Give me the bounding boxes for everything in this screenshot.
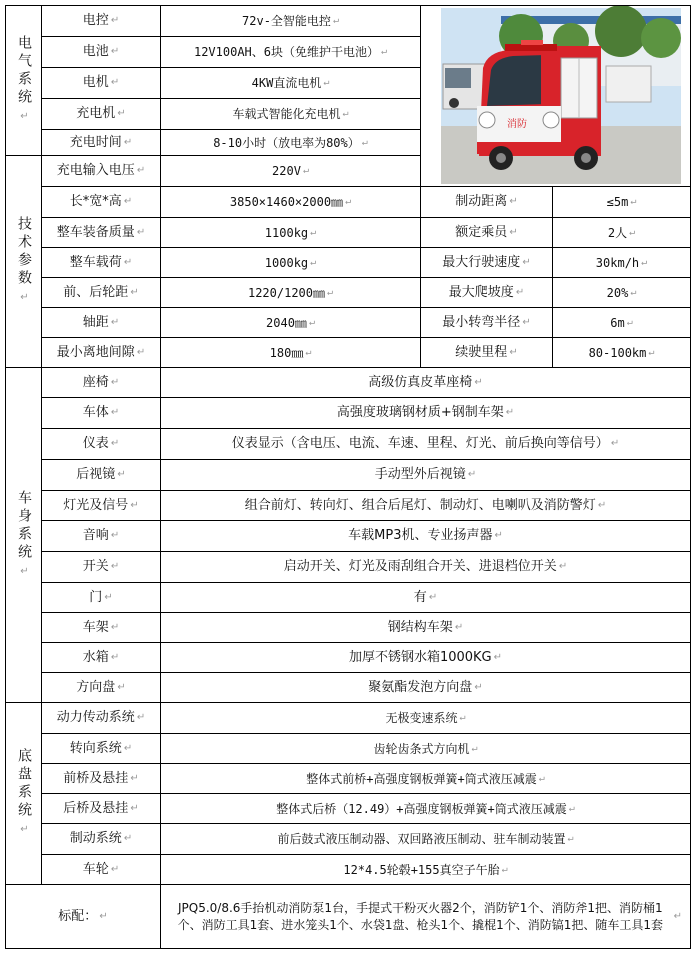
paragraph-mark-icon: ↵ — [648, 346, 655, 358]
tech-value-2-text: 20% — [606, 285, 629, 300]
body-value — [160, 397, 691, 429]
chassis-label-text: 后桥及悬挂 — [63, 800, 129, 816]
electrical-value-text: 车载式智能化充电机 — [232, 107, 341, 121]
body-label — [41, 642, 161, 673]
vehicle-decal-text: 消防 — [507, 119, 527, 130]
paragraph-mark-icon: ↵ — [630, 286, 637, 298]
tech-label-2 — [420, 186, 553, 218]
paragraph-mark-icon: ↵ — [110, 407, 120, 418]
paragraph-mark-icon: ↵ — [110, 15, 120, 26]
body-value-text: 有 — [413, 589, 427, 605]
paragraph-mark-icon: ↵ — [110, 651, 120, 663]
paragraph-mark-icon: ↵ — [381, 46, 388, 57]
tech-value-text: 180㎜ — [269, 345, 304, 360]
paragraph-mark-icon: ↵ — [522, 316, 531, 328]
section-technical — [5, 155, 42, 368]
paragraph-mark-icon: ↵ — [641, 256, 648, 268]
tech-label-text: 前、后轮距 — [63, 284, 129, 300]
chassis-label — [41, 763, 161, 794]
chassis-value-text: 无极变速系统 — [385, 711, 458, 725]
tech-value-2 — [552, 247, 691, 278]
chassis-label-text: 制动系统 — [69, 831, 122, 846]
paragraph-mark-icon: ↵ — [117, 108, 126, 119]
tech-value-2 — [552, 307, 691, 338]
electrical-label — [41, 129, 161, 156]
body-value-text: 加厚不锈钢水箱1000KG — [348, 649, 492, 665]
paragraph-mark-icon: ↵ — [117, 469, 126, 480]
tech-label-2 — [420, 217, 553, 248]
tech-value-text: 1000kg — [264, 255, 309, 270]
paragraph-mark-icon: ↵ — [505, 407, 515, 418]
paragraph-mark-icon: ↵ — [323, 77, 330, 88]
equipment-value-text: JPQ5.0/8.6手抬机动消防泵1台，手提式干粉灭火器2个，消防铲1个、消防斧1把、消防桶1个、消防工具1套、进水笼头1个、水袋1盘、枪头1个、撬棍1个、消防镐1把、随车工具1套 — [177, 900, 664, 932]
tech-label-2 — [420, 247, 553, 278]
chassis-label — [41, 733, 161, 764]
chassis-label — [41, 823, 161, 855]
paragraph-mark-icon: ↵ — [515, 286, 525, 298]
paragraph-mark-icon: ↵ — [110, 46, 120, 57]
tech-value-2-text: ≤5m — [606, 195, 629, 209]
paragraph-mark-icon: ↵ — [467, 469, 477, 480]
tech-label-2 — [420, 337, 553, 368]
paragraph-mark-icon: ↵ — [509, 226, 518, 238]
electrical-label — [41, 5, 161, 37]
paragraph-mark-icon: ↵ — [99, 910, 108, 922]
paragraph-mark-icon: ↵ — [20, 824, 29, 835]
electrical-label — [41, 36, 161, 68]
paragraph-mark-icon: ↵ — [509, 346, 518, 358]
tech-value — [160, 217, 421, 248]
tech-label-text: 长*宽*高 — [69, 194, 122, 209]
paragraph-mark-icon: ↵ — [332, 15, 339, 26]
body-value — [160, 582, 691, 613]
tech-label — [41, 277, 161, 308]
paragraph-mark-icon: ↵ — [136, 712, 146, 723]
tech-label-2-text: 最大爬坡度 — [448, 284, 514, 300]
paragraph-mark-icon: ↵ — [501, 863, 508, 875]
body-label-text: 方向盘 — [76, 679, 116, 695]
section-body-label: 车身系统 — [16, 489, 32, 562]
tech-label — [41, 247, 161, 278]
paragraph-mark-icon: ↵ — [20, 565, 29, 577]
paragraph-mark-icon: ↵ — [123, 256, 133, 268]
paragraph-mark-icon: ↵ — [597, 499, 607, 511]
electrical-value — [160, 5, 421, 37]
electrical-label-text: 电机 — [82, 75, 109, 90]
chassis-label-text: 动力传动系统 — [56, 710, 135, 725]
body-label — [41, 367, 161, 398]
paragraph-mark-icon: ↵ — [104, 591, 113, 603]
tech-value — [160, 247, 421, 278]
tech-value-text: 1220/1200㎜ — [247, 285, 325, 300]
body-value — [160, 672, 691, 703]
paragraph-mark-icon: ↵ — [345, 196, 352, 207]
paragraph-mark-icon: ↵ — [308, 316, 315, 328]
paragraph-mark-icon: ↵ — [130, 802, 139, 814]
paragraph-mark-icon: ↵ — [558, 561, 568, 572]
paragraph-mark-icon: ↵ — [123, 833, 133, 844]
body-label-text: 水箱 — [82, 649, 109, 665]
paragraph-mark-icon: ↵ — [310, 226, 317, 238]
tech-label-2 — [420, 277, 553, 308]
paragraph-mark-icon: ↵ — [428, 591, 438, 603]
tech-value-2 — [552, 277, 691, 308]
body-label — [41, 397, 161, 429]
paragraph-mark-icon: ↵ — [136, 346, 146, 358]
tech-label-2-text: 额定乘员 — [455, 224, 508, 240]
equipment-value — [160, 884, 691, 949]
paragraph-mark-icon: ↵ — [123, 136, 133, 148]
tech-value-text: 1100kg — [264, 225, 309, 240]
paragraph-mark-icon: ↵ — [130, 286, 139, 298]
paragraph-mark-icon: ↵ — [123, 196, 133, 207]
chassis-label-text: 转向系统 — [69, 740, 122, 756]
body-label — [41, 520, 161, 552]
body-label — [41, 582, 161, 613]
chassis-value — [160, 733, 691, 764]
paragraph-mark-icon: ↵ — [130, 499, 139, 511]
electrical-label-text: 电池 — [82, 44, 109, 59]
electrical-label-text: 充电时间 — [69, 134, 122, 150]
section-chassis — [5, 702, 42, 885]
paragraph-mark-icon: ↵ — [327, 286, 334, 298]
chassis-value-text: 12*4.5轮毂+155真空子午胎 — [343, 862, 500, 877]
tech-label — [41, 337, 161, 368]
charge-input-label-text: 充电输入电压 — [56, 163, 135, 178]
electrical-value-text: 4KW直流电机 — [251, 76, 322, 90]
body-value-text: 聚氨酯发泡方向盘 — [368, 679, 473, 695]
section-electrical-label: 电气系统 — [16, 35, 32, 107]
electrical-value-text: 12V100AH、6块（免维护干电池） — [193, 45, 379, 59]
body-value-text: 组合前灯、转向灯、组合后尾灯、制动灯、电喇叭及消防警灯 — [244, 497, 596, 513]
body-label — [41, 672, 161, 703]
tech-label-text: 整车载荷 — [69, 254, 122, 270]
body-label-text: 车架 — [82, 619, 109, 635]
tech-value-text: 3850×1460×2000㎜ — [229, 195, 344, 209]
paragraph-mark-icon: ↵ — [130, 772, 139, 784]
electrical-value — [160, 129, 421, 156]
body-value — [160, 428, 691, 460]
paragraph-mark-icon: ↵ — [20, 111, 29, 122]
body-value-text: 钢结构车架 — [387, 619, 453, 635]
paragraph-mark-icon: ↵ — [474, 376, 483, 388]
tech-value — [160, 337, 421, 368]
section-electrical — [5, 5, 42, 156]
tech-value-2-text: 6m — [610, 315, 625, 330]
section-technical-label: 技术参数 — [16, 216, 32, 288]
tech-label — [41, 217, 161, 248]
chassis-value — [160, 823, 691, 855]
tech-value-2 — [552, 186, 691, 218]
paragraph-mark-icon: ↵ — [110, 621, 120, 633]
body-value-text: 高强度玻璃钢材质+钢制车架 — [336, 405, 504, 420]
charge-input-value — [160, 155, 421, 187]
paragraph-mark-icon: ↵ — [454, 621, 464, 633]
paragraph-mark-icon: ↵ — [110, 438, 120, 449]
chassis-label — [41, 854, 161, 885]
paragraph-mark-icon: ↵ — [630, 196, 637, 207]
body-value-text: 启动开关、灯光及雨刮组合开关、进退档位开关 — [283, 559, 557, 574]
tech-value — [160, 307, 421, 338]
electrical-value — [160, 98, 421, 130]
paragraph-mark-icon: ↵ — [538, 772, 545, 784]
paragraph-mark-icon: ↵ — [110, 863, 120, 875]
electrical-value — [160, 36, 421, 68]
fire-vehicle-image — [421, 6, 691, 188]
body-value — [160, 490, 691, 521]
paragraph-mark-icon: ↵ — [494, 530, 503, 541]
body-value-text: 高级仿真皮革座椅 — [368, 374, 473, 390]
chassis-value-text: 前后鼓式液压制动器、双回路液压制动、驻车制动装置 — [277, 832, 566, 846]
body-label — [41, 490, 161, 521]
chassis-value — [160, 793, 691, 824]
body-label-text: 仪表 — [82, 436, 109, 451]
paragraph-mark-icon: ↵ — [568, 802, 575, 814]
paragraph-mark-icon: ↵ — [110, 561, 120, 572]
body-label-text: 音响 — [82, 528, 109, 543]
electrical-label-text: 电控 — [82, 13, 109, 28]
tech-value-text: 2040㎜ — [266, 315, 307, 330]
paragraph-mark-icon: ↵ — [123, 742, 133, 754]
body-value — [160, 459, 691, 491]
tech-value-2-text: 2人 — [607, 225, 628, 240]
equipment-label-text: 标配： — [58, 908, 98, 924]
body-value — [160, 551, 691, 583]
charge-input-label — [41, 155, 161, 187]
tech-label — [41, 307, 161, 338]
paragraph-mark-icon: ↵ — [673, 911, 682, 922]
body-label — [41, 612, 161, 643]
tech-label-2-text: 续驶里程 — [455, 344, 508, 360]
paragraph-mark-icon: ↵ — [459, 712, 466, 723]
paragraph-mark-icon: ↵ — [110, 376, 120, 388]
tech-label-text: 轴距 — [82, 314, 109, 330]
paragraph-mark-icon: ↵ — [610, 438, 620, 449]
paragraph-mark-icon: ↵ — [136, 165, 146, 176]
chassis-label-text: 前桥及悬挂 — [63, 770, 129, 786]
paragraph-mark-icon: ↵ — [629, 226, 636, 238]
electrical-label-text: 充电机 — [76, 106, 116, 121]
body-label — [41, 459, 161, 491]
tech-label-text: 整车装备质量 — [56, 224, 135, 240]
paragraph-mark-icon: ↵ — [509, 196, 518, 207]
body-value-text: 车载MP3机、专业扬声器 — [348, 528, 493, 543]
paragraph-mark-icon: ↵ — [567, 833, 574, 844]
tech-label-2-text: 制动距离 — [455, 194, 508, 209]
paragraph-mark-icon: ↵ — [110, 77, 120, 88]
paragraph-mark-icon: ↵ — [110, 316, 120, 328]
chassis-value — [160, 702, 691, 734]
equipment-label — [5, 884, 161, 949]
body-label — [41, 428, 161, 460]
tech-label — [41, 186, 161, 218]
paragraph-mark-icon: ↵ — [342, 108, 349, 119]
chassis-value-text: 整体式后桥（12.49）+高强度钢板弹簧+筒式液压减震 — [276, 801, 567, 816]
paragraph-mark-icon: ↵ — [117, 681, 126, 693]
body-label-text: 灯光及信号 — [63, 497, 129, 513]
body-value — [160, 642, 691, 673]
paragraph-mark-icon: ↵ — [493, 651, 503, 663]
paragraph-mark-icon: ↵ — [136, 226, 146, 238]
body-label-text: 开关 — [82, 559, 109, 574]
tech-value-2 — [552, 217, 691, 248]
paragraph-mark-icon: ↵ — [20, 292, 29, 303]
tech-label-2 — [420, 307, 553, 338]
section-body — [5, 367, 42, 703]
charge-input-value-text: 220V — [272, 164, 301, 178]
chassis-value — [160, 854, 691, 885]
paragraph-mark-icon: ↵ — [110, 530, 120, 541]
chassis-label — [41, 793, 161, 824]
tech-value-2-text: 80-100km — [588, 345, 647, 360]
body-value — [160, 520, 691, 552]
tech-label-2-text: 最大行驶速度 — [442, 254, 521, 270]
paragraph-mark-icon: ↵ — [310, 256, 317, 268]
electrical-value — [160, 67, 421, 99]
body-label-text: 后视镜 — [76, 467, 116, 482]
tech-value-2-text: 30km/h — [595, 255, 640, 270]
paragraph-mark-icon: ↵ — [474, 681, 483, 693]
electrical-label — [41, 98, 161, 130]
tech-value-2 — [552, 337, 691, 368]
tech-label-text: 最小离地间隙 — [56, 344, 135, 360]
paragraph-mark-icon: ↵ — [361, 136, 368, 148]
body-label — [41, 551, 161, 583]
electrical-value-text: 8-10小时（放电率为80%） — [213, 135, 360, 150]
chassis-value — [160, 763, 691, 794]
body-label-text: 座椅 — [82, 374, 109, 390]
paragraph-mark-icon: ↵ — [305, 346, 312, 358]
body-value — [160, 612, 691, 643]
chassis-value-text: 整体式前桥+高强度钢板弹簧+筒式液压减震 — [306, 771, 537, 786]
tech-value — [160, 186, 421, 218]
electrical-label — [41, 67, 161, 99]
chassis-label — [41, 702, 161, 734]
tech-label-2-text: 最小转弯半径 — [442, 314, 521, 330]
body-value-text: 手动型外后视镜 — [374, 467, 466, 482]
body-value-text: 仪表显示（含电压、电流、车速、里程、灯光、前后换向等信号） — [231, 436, 609, 451]
paragraph-mark-icon: ↵ — [471, 742, 478, 754]
body-label-text: 门 — [89, 589, 103, 605]
paragraph-mark-icon: ↵ — [626, 316, 633, 328]
chassis-value-text: 齿轮齿条式方向机 — [373, 741, 470, 756]
section-chassis-label: 底盘系统 — [16, 748, 32, 820]
vehicle-photo — [420, 5, 691, 187]
body-label-text: 车体 — [82, 405, 109, 420]
paragraph-mark-icon: ↵ — [302, 165, 309, 176]
paragraph-mark-icon: ↵ — [522, 256, 531, 268]
body-value — [160, 367, 691, 398]
tech-value — [160, 277, 421, 308]
electrical-value-text: 72v-全智能电控 — [242, 14, 331, 28]
chassis-label-text: 车轮 — [82, 861, 109, 877]
